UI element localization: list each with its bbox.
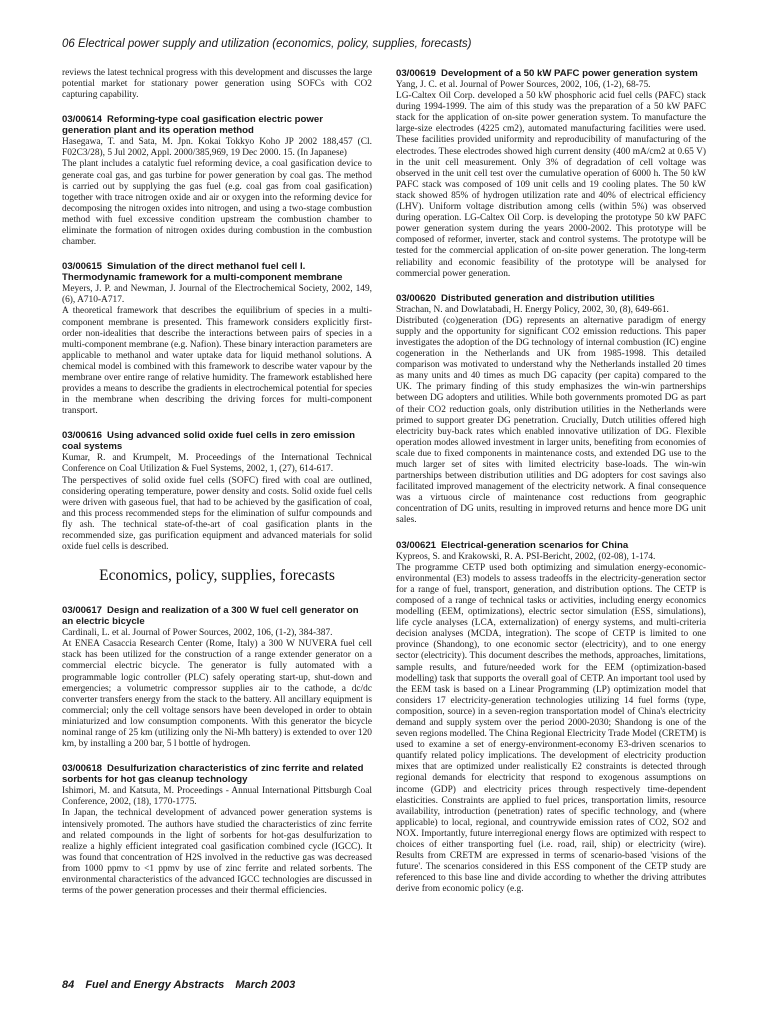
entry-abstract: A theoretical framework that describes the equilibrium of species in a multi-component membrane is presented. This framework considers explicitly first-order non-idealities that describe the interactions between pairs of species in a multi-component membrane (e.g. Nafion). These binary interaction parameters are applicable to methanol and water uptake data for liquid methanol solutions. A chemical model is combined with this framework to describe water vapour by the membrane over entire range of relative humidity. The framework established here provides a means to describe the gradients in electrochemical potential for species in the membrane when describing the driving forces for multi-component transport. [62,306,372,417]
running-head: 06 Electrical power supply and utilization (economics, policy, supplies, forecasts) [62,38,472,50]
entry-id: 03/00620 [396,292,437,304]
abstract-entry-03-00620 [396,293,706,527]
entry-heading [396,293,706,304]
entry-citation: Meyers, J. P. and Newman, J. Journal of the Electrochemical Society, 2002, 149, (6), A710-A717. [62,284,372,306]
entry-abstract: LG-Caltex Oil Corp. developed a 50 kW phosphoric acid fuel cells (PAFC) stack during 1994-1999. The aim of this study was the preparation of a 50 kW PAFC stack for the application of on-site power generation system. To manufacture the large-size electrodes (4225 cm2), automated manufacturing facilities were used. These facilities provided uniformity and reproducibility of manufacturing of the electrodes. These electrodes showed high current density (400 mA/cm2 at 0.65 V) in the unit cell measurement. Only 3% of degradation of cell voltage was observed in the unit cell test over the cumulative operation of 6000 h. The 50 kW PAFC stack was composed of 109 unit cells and 19 cooling plates. The 50 kW stack showed 85% of hydrogen utilization rate and 40% of electrical efficiency (LHV). Uniform voltage distribution among cells (within 5%) was observed during operation. LG-Caltex Oil Corp. is developing the prototype 50 kW PAFC power generation system during the years 2000-2002. This prototype will be composed of reformer, inverter, stack and control systems. The prototype will be tested for the commercial application of on-site power generation. The long-term reliability and economic feasibility of the prototype will be analysed for commercial power generation. [396,91,706,279]
entry-citation: Kumar, R. and Krumpelt, M. Proceedings of the International Technical Conference on Coal Utilization & Fuel Systems, 2002, 1, (27), 614-617. [62,453,372,475]
entry-citation: Strachan, N. and Dowlatabadi, H. Energy Policy, 2002, 30, (8), 649-661. [396,304,669,315]
abstract-entry-03-00616 [62,430,372,553]
entry-abstract: In Japan, the technical development of advanced power generation systems is intensively promoted. The authors have studied the characteristics of zinc ferrite and related compounds in the light of sorbents for hot-gas desulfurization to realize a highly efficient integrated coal gasification combined cycle (IGCC). It was found that concentration of H2S involved in the reductive gas was decreased from 1000 ppmv to <1 ppmv by use of zinc ferrite and related sorbents. The environmental characteristics of the advanced IGCC technologies are discussed in terms of the power generation processes and their thermal efficiencies. [62,808,372,897]
left-column [62,68,372,910]
entry-id: 03/00618 [62,763,103,775]
entry-heading [62,605,372,627]
entry-title: Using advanced solid oxide fuel cells in zero emission coal systems [62,430,355,453]
page-footer [62,979,303,991]
entry-title: Design and realization of a 300 W fuel cell generator on an electric bicycle [62,605,359,628]
abstract-entry-03-00614 [62,114,372,248]
entry-citation: Kypreos, S. and Krakowski, R. A. PSI-Bericht, 2002, (02-08), 1-174. [396,551,656,562]
journal-name: Fuel and Energy Abstracts [85,979,225,991]
entry-title: Desulfurization characteristics of zinc ferrite and related sorbents for hot gas cleanup technology [62,763,364,786]
entry-title: Development of a 50 kW PAFC power generation system [441,68,698,79]
entry-id: 03/00616 [62,430,103,442]
entry-citation: Ishimori, M. and Katsuta, M. Proceedings - Annual International Pittsburgh Coal Conference, 2002, (18), 1770-1775. [62,786,372,808]
entry-id: 03/00619 [396,68,437,79]
entry-heading [62,261,372,283]
entry-id: 03/00615 [62,261,103,273]
carryover-text: reviews the latest technical progress with this development and discusses the large potential market for stationary power generation using SOFCs with CO2 capturing capability. [62,68,372,101]
right-column [396,68,706,908]
entry-heading [62,430,372,452]
entry-id: 03/00621 [396,539,437,551]
entry-abstract: The programme CETP used both optimizing and simulation energy-economic-environmental (E3) models to assess tradeoffs in the electricity-generation sector for a range of fuel, transport, generation, and distribution options. The CETP is composed of a range of technical tasks or activities, including energy economics modelling (EEM, optimizations), electric sector simulation (ESS, simulations), life cycle analyses (LCA, externalization) of energy systems, and multi-criteria decision analyses (MCDA, integration). The scope of CETP is limited to one province (Shandong), to one economic sector (electricity), and to one energy sector (electricity). This document describes the methods, approaches, limitations, sample results, and future/needed work for the EEM (optimization-based modelling) task that supports the overall goal of CETP. An important tool used by the EEM task is based on a Linear Programming (LP) optimization model that considers 17 electricity-generation technologies utilizing 14 fuel forms (type, composition, source) in a seven-region transportation model of China's electricity demand and supply system over the period 2000-2030; Shandong is one of the seven regions modelled. The China Regional Electricity Trade Model (CRETM) is used to examine a set of energy-environment-economy E3-driven scenarios to quantify related policy implications. The development of electricity production mixes that are optimized under realistically E2 constraints is detected through regional demands for electricity that respond to exogenous assumptions on income (GDP) and electricity prices through respectively time-dependent elasticities. Constraints are applied to fuel prices, transportation limits, resource availability, introduction (penetration) rates of specific technology, and (where applicable) to local, regional, and countrywide emission rates of CO2, SO2 and NOX. Importantly, future interregional energy flows are optimized with respect to choices of either transporting fuel (i.e. road, rail, ship) or electricity (wire). Results from CRETM are expressed in terms of scenario-based 'visions of the future'. The scenarios considered in this ESS component of the CETP study are referenced to this base line and divide according to whether the driving attributes derive from economic policy (e.g. [396,562,706,895]
section-heading: Economics, policy, supplies, forecasts [99,567,335,585]
entry-abstract: At ENEA Casaccia Research Center (Rome, Italy) a 300 W NUVERA fuel cell stack has been utilized for the construction of a range extender generator on a commercial electric bicycle. The generator is fully automated with a programmable logic controller (PLC) safely operating start-up, shut-down and emergencies; a volumetric compressor supplies air to the cathode, a dc/dc converter transfers energy from the stack to the battery. All ancillary equipment is commercial; only the cell voltage sensors have been developed in order to obtain miniaturized and low consumption components. With this generator the bicycle nominal range of 25 km (utilizing only the Ni-Mh battery) is extended to over 120 km, by installing a 200 bar, 5 l bottle of hydrogen. [62,639,372,750]
entry-heading [396,68,706,79]
entry-title: Electrical-generation scenarios for China [441,539,629,551]
abstract-entry-03-00617 [62,605,372,750]
entry-title: Simulation of the direct methanol fuel cell I. Thermodynamic framework for a multi-component membrane [62,261,343,284]
entry-citation: Yang, J. C. et al. Journal of Power Sources, 2002, 106, (1-2), 68-75. [396,80,651,90]
issue-date: March 2003 [235,979,296,991]
entry-heading [62,763,372,785]
entry-abstract: Distributed (co)generation (DG) represents an alternative paradigm of energy supply and the opportunity for significant CO2 emission reductions. This paper investigates the adoption of the DG technology of internal combustion (IC) engine cogeneration in the Netherlands and UK from 1985-1998. This detailed comparison was motivated to understand why the Netherlands installed 20 times as many units and 40 times as much DG capacity (per capita) compared to the UK. The primary finding of this study emphasizes the win-win partnerships between DG adopters and utilities. While both governments promoted DG as part of their CO2 reduction goals, only distribution utilities in the Netherlands were primed to support greater DG penetration. Crucially, Dutch utilities offered high electricity buy-back rates which enabled innovative utilization of DG. Flexible operation modes allowed investment in larger units, benefiting from economies of scale due to fixed components in maintenance costs, and extended DG use to the much larger set of sites with limited electricity base-loads. The win-win partnerships between distribution utilities and DG adopters for cost savings also facilitated improved management of the electricity network. A final consequence was a virtuous circle of maintenance cost reductions from geographic concentration of DG units, resulting in improved returns and hence more DG unit sales. [396,315,706,526]
entry-abstract: The plant includes a catalytic fuel reforming device, a coal gasification device to generate coal gas, and gas turbine for power generation by coal gas. The method is carried out by supplying the gas fuel (e.g. coal gas from coal gasification) together with trace nitrogen oxide and air or oxygen into the reforming device for decomposing the nitrogen oxides into nitrogen, and using a two-stage combustion method with fuel excessive condition upstream the combustion chamber to eliminate the formation of nitrogen oxides during combustion in the combustion chamber. [62,159,372,248]
abstract-entry-03-00621 [396,540,706,896]
entry-id: 03/00614 [62,114,103,126]
entry-title: Distributed generation and distribution utilities [441,292,655,304]
entry-citation: Cardinali, L. et al. Journal of Power Sources, 2002, 106, (1-2), 384-387. [62,628,333,639]
entry-citation: Hasegawa, T. and Sata, M. Jpn. Kokai Tokkyo Koho JP 2002 188,457 (Cl. F02C3/28), 5 Jul 2002, Appl. 2000/385,969, 19 Dec 2000. 15. (In Japanese) [62,137,372,159]
abstract-entry-03-00618 [62,763,372,897]
entry-title: Reforming-type coal gasification electric power generation plant and its operation method [62,114,323,137]
entry-id: 03/00617 [62,605,103,617]
entry-abstract: The perspectives of solid oxide fuel cells (SOFC) fired with coal are outlined, considering operating temperature, power density and costs. Solid oxide fuel cells were driven with gaseous fuel, that had to be achieved by the gasification of coal, and this process recommended steps for the elimination of sulfur compounds and fly ash. The technical state-of-the-art of coal gasification plants in the recommended size, gas purification equipment and advanced materials for solid oxide fuel cells is described. [62,475,372,553]
abstract-entry-03-00619 [396,68,706,280]
entry-heading [396,540,706,551]
entry-heading [62,114,372,136]
page-number: 84 [62,979,75,991]
abstract-entry-03-00615 [62,261,372,417]
